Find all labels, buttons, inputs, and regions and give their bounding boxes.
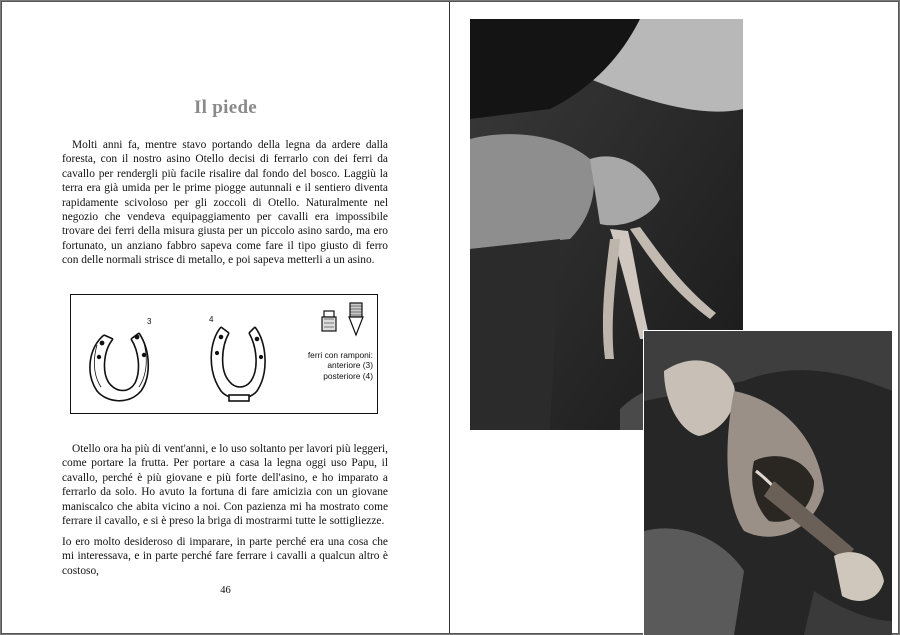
chapter-title: Il piede xyxy=(193,97,258,118)
front-horseshoe-drawing xyxy=(90,333,148,401)
right-page xyxy=(450,2,898,633)
page-number: 46 xyxy=(220,585,231,596)
stud-drawings xyxy=(322,303,363,335)
figure-caption xyxy=(303,350,373,381)
paragraph-1: Molti anni fa, mentre stavo portando della legna da ardere dalla foresta, con il nostro asino Otello decisi di ferrarlo con dei ferri da cavallo per rendergli più facile risalire dal fondo del bosco. Laggiù la terra era già umida per le prime piogge autunnali e il sentiero diventa rapidamente scivoloso per gli zoccoli di Otello. Naturalmente nel negozio che vendeva equipaggiamento per cavalli era impossibile trovare dei ferri della misura giusta per un piccolo asino sardo, ma ero fortunato, un anziano fabbro sapeva come fare il tipo giusto di ferro con delle normali strisce di metallo, e poi sapeva metterli a un asino. xyxy=(62,139,388,267)
caption-line-1: ferri con ramponi: xyxy=(307,350,373,360)
caption-line-2: anteriore (3) xyxy=(327,360,373,371)
front-shoe-label: 3 xyxy=(147,317,152,326)
caption-line-3: posteriore (4) xyxy=(323,370,373,381)
book-spread xyxy=(1,1,899,634)
hoof-trimming-closeup-photo xyxy=(643,330,892,635)
hind-horseshoe-drawing xyxy=(211,327,265,401)
hind-shoe-label: 4 xyxy=(209,315,214,324)
paragraph-3: Io ero molto desideroso di imparare, in parte perché era una cosa che mi interessava, e in parte perché fare ferrare i cavalli a qualcun altro è costoso, xyxy=(62,536,388,577)
horseshoe-figure xyxy=(70,294,378,414)
left-page xyxy=(2,2,450,633)
paragraph-2: Otello ora ha più di vent'anni, e lo uso soltanto per lavori più leggeri, come portare la frutta. Per portare a casa la legna oggi uso Papu, il cavallo, perché è più giovane e più forte dell'asino, e ho imparato a ferrarlo da solo. Ho avuto la fortuna di fare amicizia con un giovane maniscalco che abita vicino a noi. Con pazienza mi ha mostrato come ferrare il cavallo, e si è preso la briga di mostrarmi tutte le sottigliezze. xyxy=(62,443,388,528)
